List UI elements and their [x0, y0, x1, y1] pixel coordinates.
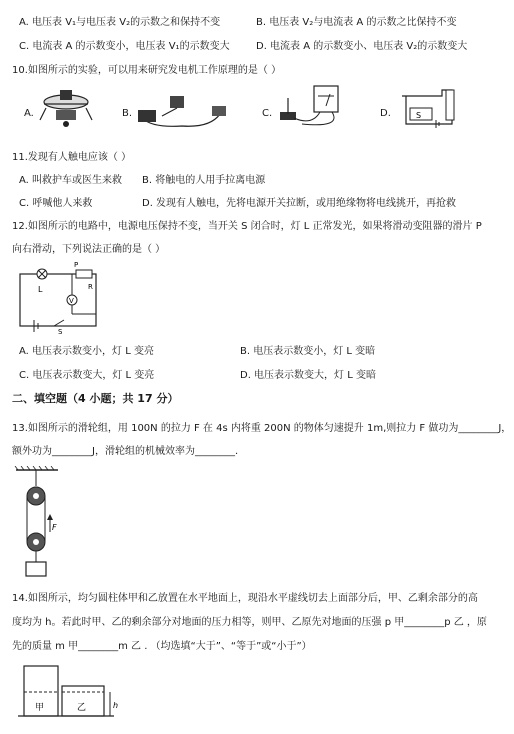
q12-circuit-figure [14, 262, 104, 334]
q14-line1: 14.如图所示，均匀圆柱体甲和乙放置在水平地面上，现沿水平虚线切去上面部分后，甲、乙剩余部分的高 [12, 593, 478, 604]
q10-figure-c [272, 84, 358, 130]
q11-option-b: B. 将触电的人用手拉离电源 [142, 175, 266, 186]
q10-label-a: A. [24, 108, 34, 119]
q12-rheostat-label: R [88, 283, 93, 291]
q11-option-a: A. 叫救护车或医生来救 [19, 175, 123, 186]
section-heading: 二、填空题（4 小题；共 17 分） [12, 392, 179, 405]
q13-force-label: F [52, 523, 57, 532]
q12-voltmeter-label: V [69, 297, 74, 305]
q14-h-label: h [113, 701, 119, 710]
q9-option-c: C. 电流表 A 的示数变小，电压表 V₁的示数变大 [19, 41, 230, 52]
svg-text:S: S [416, 111, 422, 120]
q14-jia-label: 甲 [35, 703, 45, 713]
q10-figure-d [392, 84, 476, 130]
q14-line2: 度均为 h。若此时甲、乙的剩余部分对地面的压力相等，则甲、乙原先对地面的压强 p 甲________p 乙 ，原 [12, 617, 487, 628]
q12-stem-line2: 向右滑动，下列说法正确的是（ ） [12, 244, 166, 255]
q10-label-d: D. [380, 108, 391, 119]
q12-option-c: C. 电压表示数变大，灯 L 变亮 [19, 370, 155, 381]
q9-option-d: D. 电流表 A 的示数变小、电压表 V₂的示数变大 [256, 41, 468, 52]
q10-stem: 10.如图所示的实验，可以用来研究发电机工作原理的是（ ） [12, 65, 282, 76]
q13-line1: 13.如图所示的滑轮组，用 100N 的拉力 F 在 4s 内将重 200N 的物体匀速提升 1m,则拉力 F 做功为________J， [12, 423, 512, 434]
q12-lamp-label: L [38, 285, 43, 294]
q11-stem: 11.发现有人触电应该（ ） [12, 152, 132, 163]
q12-stem-line1: 12.如图所示的电路中，电源电压保持不变，当开关 S 闭合时，灯 L 正常发光，如果将滑动变阻器的滑片 P [12, 221, 482, 232]
q10-figure-a [36, 86, 96, 130]
q14-cylinders-figure [14, 660, 134, 724]
q13-pulley-figure [14, 466, 66, 584]
q12-option-a: A. 电压表示数变小，灯 L 变亮 [19, 346, 154, 357]
q14-yi-label: 乙 [77, 703, 87, 713]
q9-option-a: A. 电压表 V₁与电压表 V₂的示数之和保持不变 [19, 17, 221, 28]
q11-option-d: D. 发现有人触电，先将电源开关拉断，或用绝缘物将电线挑开，再抢救 [142, 198, 457, 209]
q9-option-b: B. 电压表 V₂与电流表 A 的示数之比保持不变 [256, 17, 457, 28]
q11-option-c: C. 呼喊他人来救 [19, 198, 93, 209]
q10-label-c: C. [262, 108, 273, 119]
q10-label-b: B. [122, 108, 133, 119]
q12-switch-label: S [58, 328, 63, 334]
q13-line2: 额外功为________J，滑轮组的机械效率为________. [12, 446, 239, 457]
q14-line3: 先的质量 m 甲________m 乙 . （均选填“大于”、“等于”或“小于”） [12, 641, 312, 652]
q10-figure-b [132, 90, 232, 130]
q12-slider-label: P [74, 262, 79, 269]
q12-option-d: D. 电压表示数变大，灯 L 变暗 [240, 370, 376, 381]
q12-option-b: B. 电压表示数变小，灯 L 变暗 [240, 346, 376, 357]
